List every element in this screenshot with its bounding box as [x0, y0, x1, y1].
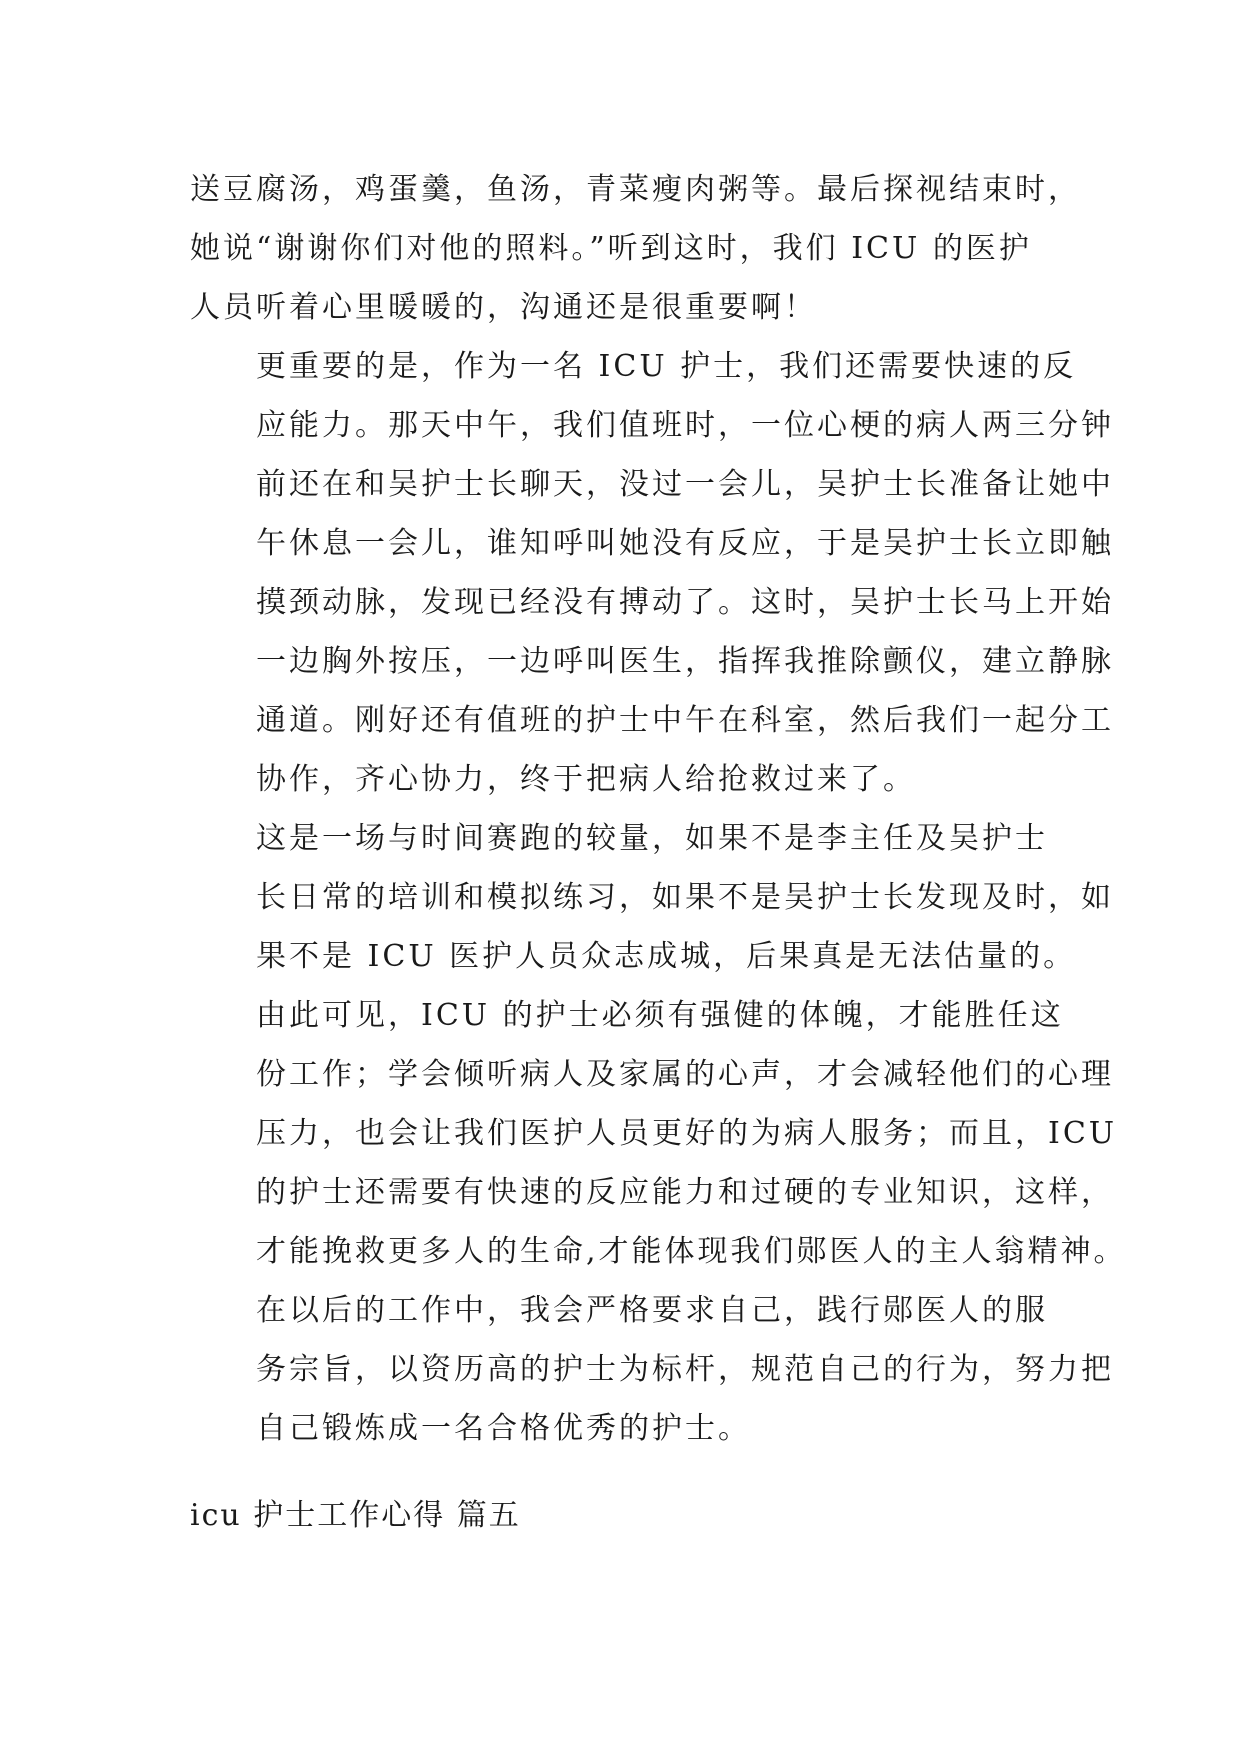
text-line: 协作，齐心协力，终于把病人给抢救过来了。	[256, 762, 916, 797]
text-line: 的护士还需要有快速的反应能力和过硬的专业知识，这样，	[256, 1175, 1114, 1210]
paragraph	[190, 809, 1114, 986]
text-line: 送豆腐汤，鸡蛋羹，鱼汤，青菜瘦肉粥等。最后探视结束时，	[190, 172, 1081, 207]
text-line: 由此可见，ICU 的护士必须有强健的体魄，才能胜任这	[256, 998, 1064, 1033]
text-line: 应能力。那天中午，我们值班时，一位心梗的病人两三分钟	[256, 408, 1114, 443]
text-line: 午休息一会儿，谁知呼叫她没有反应，于是吴护士长立即触	[256, 526, 1114, 561]
text-line: 她说“谢谢你们对他的照料。”听到这时，我们 ICU 的医护	[190, 231, 1032, 266]
text-line: 份工作；学会倾听病人及家属的心声，才会减轻他们的心理	[256, 1057, 1114, 1092]
text-line: 在以后的工作中，我会严格要求自己，践行郧医人的服	[256, 1293, 1048, 1328]
paragraph	[190, 160, 1081, 337]
body-text	[190, 160, 1127, 1458]
paragraph	[190, 986, 1127, 1281]
paragraph	[190, 337, 1114, 809]
text-line: 人员听着心里暖暖的，沟通还是很重要啊！	[190, 290, 817, 325]
text-line: 这是一场与时间赛跑的较量，如果不是李主任及吴护士	[256, 821, 1048, 856]
text-line: 压力，也会让我们医护人员更好的为病人服务；而且，ICU	[256, 1116, 1118, 1151]
text-line: 通道。刚好还有值班的护士中午在科室，然后我们一起分工	[256, 703, 1114, 738]
paragraph	[190, 1281, 1114, 1458]
text-line: 前还在和吴护士长聊天，没过一会儿，吴护士长准备让她中	[256, 467, 1114, 502]
text-line: 自己锻炼成一名合格优秀的护士。	[256, 1411, 751, 1446]
text-line: 一边胸外按压，一边呼叫医生，指挥我推除颤仪，建立静脉	[256, 644, 1114, 679]
text-line: 果不是 ICU 医护人员众志成城，后果真是无法估量的。	[256, 939, 1077, 974]
text-line: 摸颈动脉，发现已经没有搏动了。这时，吴护士长马上开始	[256, 585, 1114, 620]
text-line: 才能挽救更多人的生命,才能体现我们郧医人的主人翁精神。	[256, 1234, 1127, 1269]
text-line: 更重要的是，作为一名 ICU 护士，我们还需要快速的反	[256, 349, 1077, 384]
section-heading: icu 护士工作心得 篇五	[190, 1498, 521, 1533]
text-line: 长日常的培训和模拟练习，如果不是吴护士长发现及时，如	[256, 880, 1114, 915]
text-line: 务宗旨，以资历高的护士为标杆，规范自己的行为，努力把	[256, 1352, 1114, 1387]
